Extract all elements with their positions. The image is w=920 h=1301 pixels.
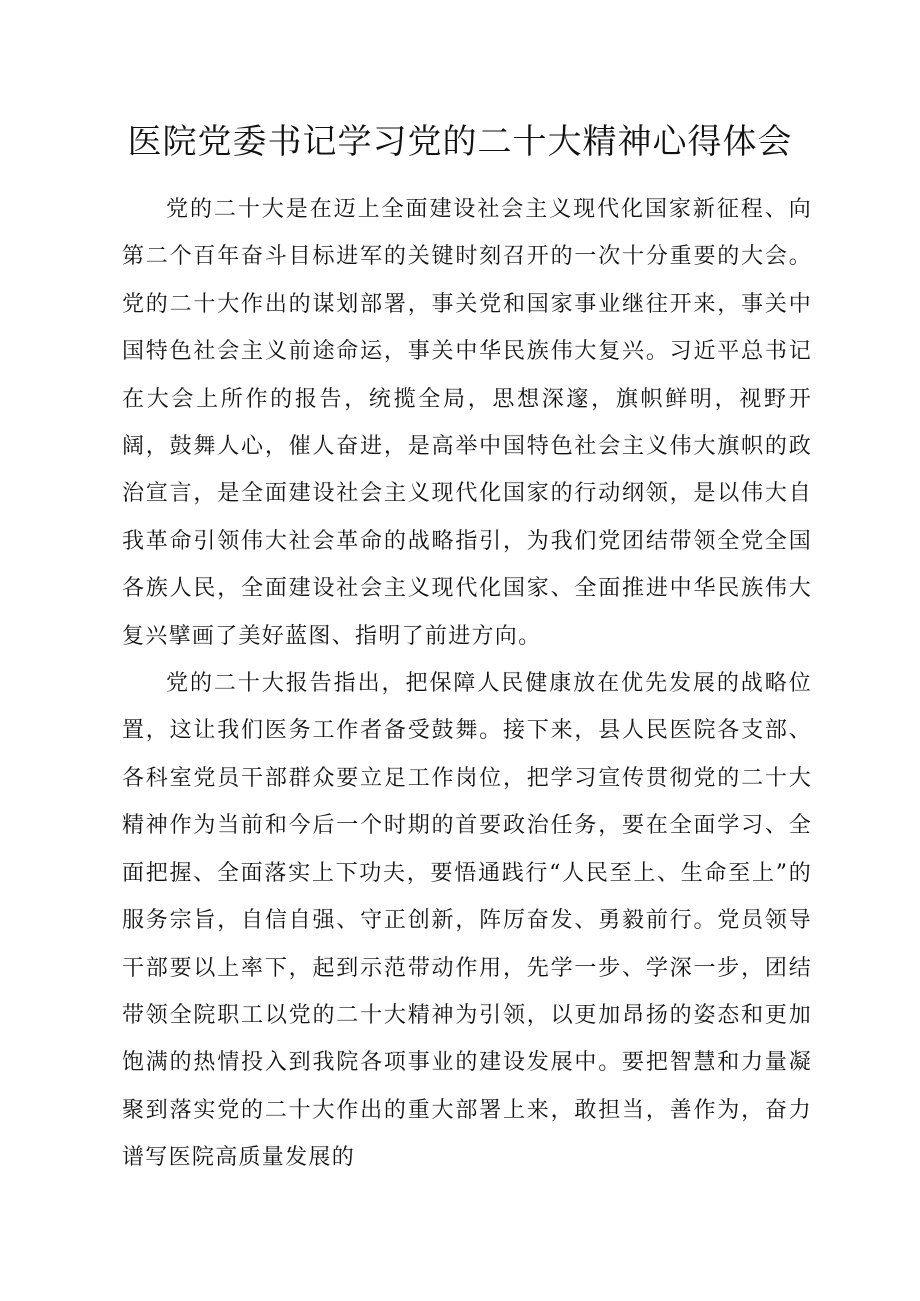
paragraph-1: 党的二十大是在迈上全面建设社会主义现代化国家新征程、向第二个百年奋斗目标进军的关键时刻召开的一次十分重要的大会。党的二十大作出的谋划部署，事关党和国家事业继往开来，事关中国特色社会主义前途命运，事关中华民族伟大复兴。习近平总书记在大会上所作的报告，统揽全局，思想深邃，旗帜鲜明，视野开阔，鼓舞人心，催人奋进，是高举中国特色社会主义伟大旗帜的政治宣言，是全面建设社会主义现代化国家的行动纲领，是以伟大自我革命引领伟大社会革命的战略指引，为我们党团结带领全党全国各族人民，全面建设社会主义现代化国家、全面推进中华民族伟大复兴擘画了美好蓝图、指明了前进方向。 bbox=[122, 197, 812, 649]
paragraph-2: 党的二十大报告指出，把保障人民健康放在优先发展的战略位置，这让我们医务工作者备受鼓舞。接下来，县人民医院各支部、各科室党员干部群众要立足工作岗位，把学习宣传贯彻党的二十大精神作为当前和今后一个时期的首要政治任务，要在全面学习、全面把握、全面落实上下功夫，要悟通践行“人民至上、生命至上”的服务宗旨，自信自强、守正创新，阵厉奋发、勇毅前行。党员领导干部要以上率下，起到示范带动作用，先学一步、学深一步，团结带领全院职工以党的二十大精神为引领，以更加昂扬的姿态和更加饱满的热情投入到我院各项事业的建设发展中。要把智慧和力量凝聚到落实党的二十大作出的重大部署上来，敢担当，善作为，奋力谱写医院高质量发展的 bbox=[122, 671, 812, 1171]
document-body bbox=[122, 186, 812, 1182]
document-title: 医院党委书记学习党的二十大精神心得体会 bbox=[127, 122, 793, 162]
